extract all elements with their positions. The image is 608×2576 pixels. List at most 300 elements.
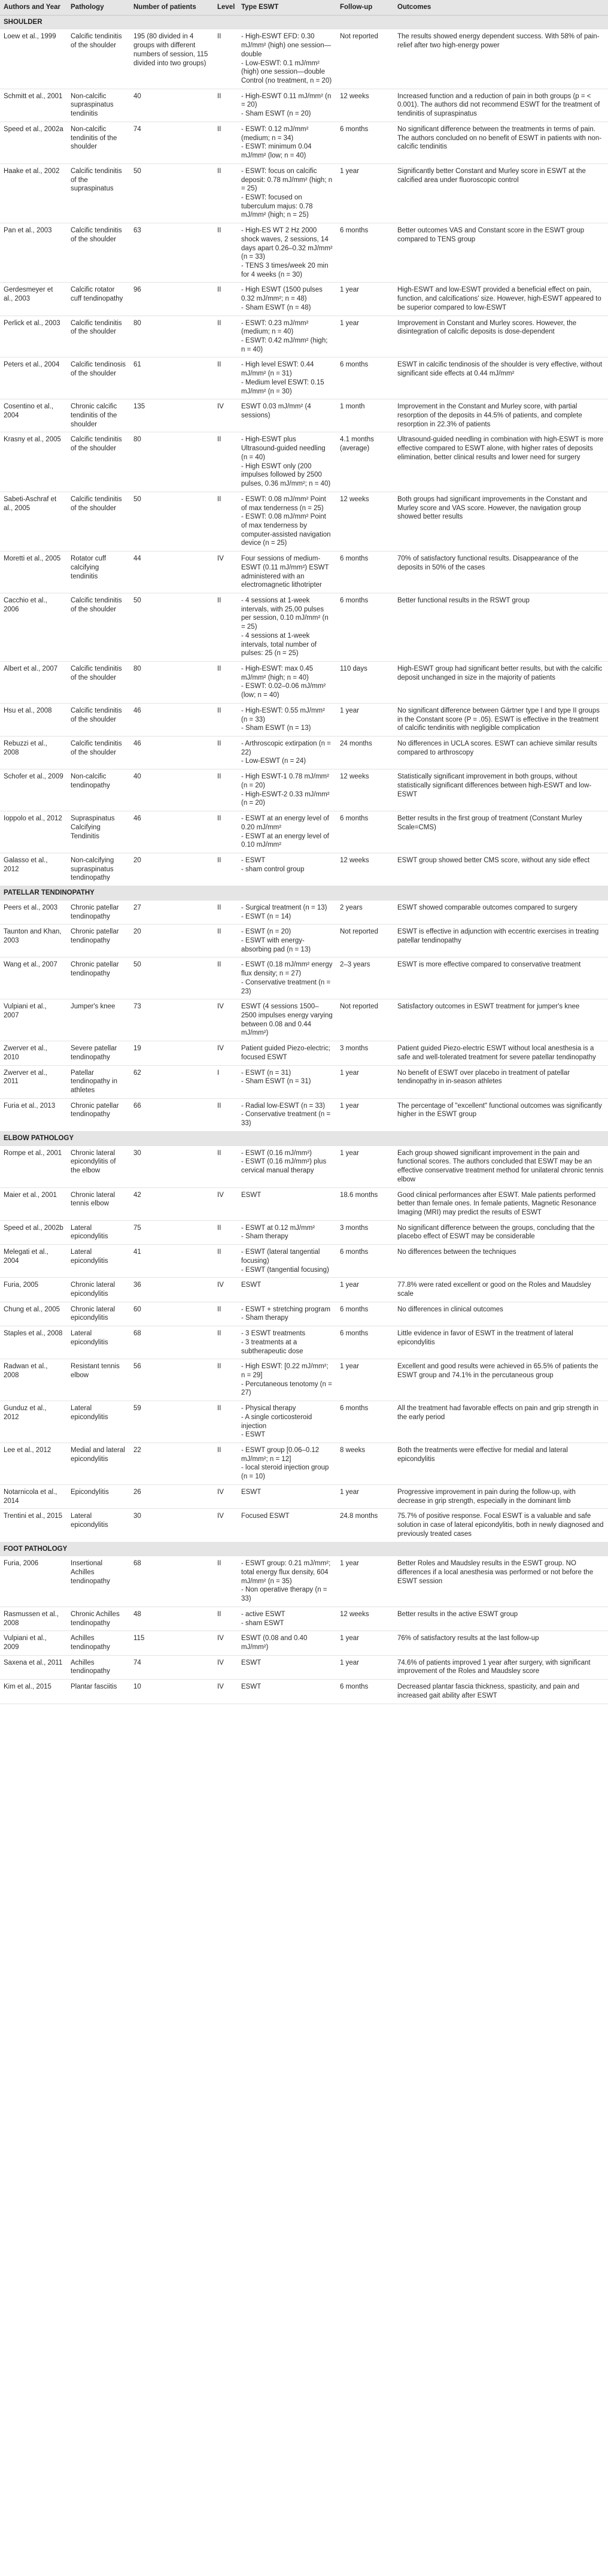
cell-patients: 73 [130,999,214,1041]
cell-authors: Cacchio et al., 2006 [0,593,67,661]
cell-pathology: Calcific tendinitis of the shoulder [67,703,130,736]
table-row [0,811,608,853]
cell-follow-up: 2–3 years [336,957,394,999]
cell-authors: Krasny et al., 2005 [0,432,67,492]
cell-patients: 74 [130,1655,214,1679]
cell-pathology: Non-calcific tendinopathy [67,769,130,811]
cell-level: IV [214,1631,238,1655]
table-row [0,1065,608,1098]
cell-outcomes: Decreased plantar fascia thickness, spasticity, and pain and increased gait ability after ESWT [394,1680,608,1704]
cell-follow-up: 6 months [336,122,394,163]
cell-authors: Schmitt et al., 2001 [0,89,67,122]
cell-outcomes: Excellent and good results were achieved in 65.5% of patients the ESWT group and 74.1% in the percutaneous group [394,1359,608,1401]
cell-patients: 46 [130,811,214,853]
table-row [0,1302,608,1326]
cell-follow-up: 110 days [336,662,394,704]
cell-outcomes: ESWT is effective in adjunction with eccentric exercises in treating patellar tendinopathy [394,925,608,957]
cell-patients: 59 [130,1401,214,1443]
cell-authors: Rompe et al., 2001 [0,1145,67,1187]
cell-type-eswt: - ESWT (0.16 mJ/mm²) - ESWT (0.16 mJ/mm²) plus cervical manual therapy [238,1145,336,1187]
table-row [0,1655,608,1679]
cell-outcomes: 70% of satisfactory functional results. Disappearance of the deposits in 50% of the cases [394,551,608,593]
cell-follow-up: 2 years [336,900,394,924]
header-authors: Authors and Year [0,0,67,15]
cell-type-eswt: ESWT 0.03 mJ/mm² (4 sessions) [238,399,336,432]
cell-level: II [214,89,238,122]
cell-type-eswt: - ESWT (lateral tangential focusing) - ESWT (tangential focusing) [238,1245,336,1278]
table-row [0,853,608,886]
cell-type-eswt: - High-ESWT EFD: 0.30 mJ/mm² (high) one session—double - Low-ESWT: 0.1 mJ/mm² (high) one session—double Control (no treatment, n = 20) [238,29,336,89]
cell-authors: Loew et al., 1999 [0,29,67,89]
cell-patients: 80 [130,432,214,492]
cell-pathology: Chronic lateral epicondylitis of the elbow [67,1145,130,1187]
cell-pathology: Resistant tennis elbow [67,1359,130,1401]
cell-authors: Gerdesmeyer et al., 2003 [0,283,67,316]
cell-outcomes: Satisfactory outcomes in ESWT treatment for jumper's knee [394,999,608,1041]
cell-follow-up: 6 months [336,1401,394,1443]
cell-level: I [214,1065,238,1098]
table-row [0,1443,608,1485]
table-row [0,551,608,593]
cell-follow-up: Not reported [336,999,394,1041]
cell-follow-up: 12 weeks [336,769,394,811]
table-row [0,316,608,357]
cell-authors: Ioppolo et al., 2012 [0,811,67,853]
cell-level: IV [214,1484,238,1508]
cell-pathology: Calcific tendinitis of the shoulder [67,316,130,357]
cell-authors: Cosentino et al., 2004 [0,399,67,432]
cell-pathology: Achilles tendinopathy [67,1631,130,1655]
cell-level: IV [214,1041,238,1065]
table-row [0,662,608,704]
cell-outcomes: 76% of satisfactory results at the last follow-up [394,1631,608,1655]
cell-follow-up: 1 year [336,1359,394,1401]
cell-outcomes: All the treatment had favorable effects on pain and grip strength in the early period [394,1401,608,1443]
cell-pathology: Chronic patellar tendinopathy [67,1098,130,1131]
cell-authors: Speed et al., 2002a [0,122,67,163]
cell-level: II [214,29,238,89]
cell-authors: Galasso et al., 2012 [0,853,67,886]
cell-follow-up: 18.6 months [336,1187,394,1220]
cell-pathology: Lateral epicondylitis [67,1245,130,1278]
cell-pathology: Medial and lateral epicondylitis [67,1443,130,1485]
cell-outcomes: High-ESWT group had significant better results, but with the calcific deposit unchanged in size in the majority of patients [394,662,608,704]
cell-type-eswt: - ESWT: focus on calcific deposit: 0.78 mJ/mm² (high; n = 25) - ESWT: focused on tuberculum majus: 0.78 mJ/mm² (high; n = 25) [238,163,336,223]
cell-pathology: Lateral epicondylitis [67,1509,130,1542]
cell-pathology: Chronic patellar tendinopathy [67,925,130,957]
cell-outcomes: Significantly better Constant and Murley score in ESWT at the calcified area under fluoroscopic control [394,163,608,223]
cell-pathology: Lateral epicondylitis [67,1401,130,1443]
cell-level: II [214,1245,238,1278]
cell-outcomes: Little evidence in favor of ESWT in the treatment of lateral epicondylitis [394,1326,608,1359]
cell-patients: 50 [130,593,214,661]
cell-outcomes: No differences in UCLA scores. ESWT can achieve similar results compared to arthroscopy [394,737,608,769]
cell-follow-up: 6 months [336,1680,394,1704]
table-row [0,1401,608,1443]
cell-level: II [214,703,238,736]
cell-patients: 46 [130,737,214,769]
cell-type-eswt: - Physical therapy - A single corticosteroid injection - ESWT [238,1401,336,1443]
table-row [0,1556,608,1607]
cell-pathology: Calcific tendinitis of the shoulder [67,29,130,89]
cell-level: II [214,432,238,492]
cell-level: II [214,283,238,316]
cell-level: II [214,811,238,853]
cell-pathology: Chronic Achilles tendinopathy [67,1607,130,1631]
cell-level: II [214,900,238,924]
cell-level: II [214,1401,238,1443]
cell-follow-up: 1 year [336,1655,394,1679]
cell-pathology: Insertional Achilles tendinopathy [67,1556,130,1607]
cell-authors: Sabeti-Aschraf et al., 2005 [0,492,67,551]
cell-level: IV [214,999,238,1041]
table-row [0,283,608,316]
cell-patients: 66 [130,1098,214,1131]
cell-type-eswt: - High-ESWT plus Ultrasound-guided needling (n = 40) - High ESWT only (200 impulses followed by 2500 pulses, 0.36 mJ/mm²; n = 40) [238,432,336,492]
cell-outcomes: No significant difference between Gärtner type I and type II groups in the Constant score (P = .05). ESWT is effective in the treatment of calcific tendinitis with negligible complication [394,703,608,736]
cell-type-eswt: ESWT (4 sessions 1500–2500 impulses energy varying between 0.08 and 0.44 mJ/mm²) [238,999,336,1041]
cell-level: IV [214,1278,238,1302]
cell-pathology: Rotator cuff calcifying tendinitis [67,551,130,593]
cell-pathology: Non-calcific tendinitis of the shoulder [67,122,130,163]
cell-type-eswt: - ESWT (n = 20) - ESWT with energy-absorbing pad (n = 13) [238,925,336,957]
cell-level: II [214,662,238,704]
cell-type-eswt: ESWT [238,1278,336,1302]
cell-type-eswt: ESWT [238,1680,336,1704]
cell-patients: 68 [130,1556,214,1607]
cell-type-eswt: - 4 sessions at 1-week intervals, with 25,00 pulses per session, 0.10 mJ/mm² (n = 25) - 4 sessions at 1-week intervals, total number of pulses: 25 (n = 25) [238,593,336,661]
cell-patients: 60 [130,1302,214,1326]
cell-follow-up: 1 year [336,1145,394,1187]
cell-authors: Wang et al., 2007 [0,957,67,999]
cell-follow-up: 6 months [336,593,394,661]
cell-type-eswt: - Radial low-ESWT (n = 33) - Conservative treatment (n = 33) [238,1098,336,1131]
cell-patients: 115 [130,1631,214,1655]
cell-patients: 62 [130,1065,214,1098]
cell-patients: 195 (80 divided in 4 groups with different numbers of session, 115 divided into two groups) [130,29,214,89]
cell-authors: Trentini et al., 2015 [0,1509,67,1542]
cell-authors: Vulpiani et al., 2007 [0,999,67,1041]
cell-authors: Rasmussen et al., 2008 [0,1607,67,1631]
cell-pathology: Chronic calcific tendinitis of the shoulder [67,399,130,432]
table-row [0,1220,608,1244]
cell-outcomes: No benefit of ESWT over placebo in treatment of patellar tendinopathy in in-season athletes [394,1065,608,1098]
cell-pathology: Jumper's knee [67,999,130,1041]
table-row [0,1631,608,1655]
cell-patients: 20 [130,925,214,957]
cell-outcomes: 74.6% of patients improved 1 year after surgery, with significant improvement of the Roles and Maudsley score [394,1655,608,1679]
cell-outcomes: ESWT group showed better CMS score, without any side effect [394,853,608,886]
table-row [0,357,608,399]
cell-pathology: Lateral epicondylitis [67,1326,130,1359]
cell-type-eswt: - ESWT (n = 31) - Sham ESWT (n = 31) [238,1065,336,1098]
cell-follow-up: 1 year [336,283,394,316]
cell-authors: Gunduz et al., 2012 [0,1401,67,1443]
cell-follow-up: 1 year [336,703,394,736]
cell-type-eswt: - High ESWT: [0.22 mJ/mm²; n = 29] - Percutaneous tenotomy (n = 27) [238,1359,336,1401]
cell-type-eswt: - High-ES WT 2 Hz 2000 shock waves, 2 sessions, 14 days apart 0.26–0.32 mJ/mm² (n = 33) - TENS 3 times/week 20 min for 4 weeks (n = 30) [238,223,336,283]
cell-outcomes: Better functional results in the RSWT group [394,593,608,661]
cell-type-eswt: ESWT [238,1484,336,1508]
cell-type-eswt: - ESWT at 0.12 mJ/mm² - Sham therapy [238,1220,336,1244]
cell-level: II [214,1326,238,1359]
cell-authors: Peers et al., 2003 [0,900,67,924]
cell-type-eswt: - High ESWT (1500 pulses 0.32 mJ/mm²; n = 48) - Sham ESWT (n = 48) [238,283,336,316]
cell-pathology: Chronic lateral epicondylitis [67,1302,130,1326]
cell-authors: Staples et al., 2008 [0,1326,67,1359]
cell-level: II [214,1098,238,1131]
cell-outcomes: No significant difference between the groups, concluding that the placebo effect of ESWT may be considerable [394,1220,608,1244]
cell-outcomes: High-ESWT and low-ESWT provided a beneficial effect on pain, function, and calcifications' size. However, high-ESWT appeared to be superior compared to low-ESWT [394,283,608,316]
cell-patients: 135 [130,399,214,432]
cell-outcomes: 75.7% of positive response. Focal ESWT is a valuable and safe solution in case of lateral epicondylitis, both in newly diagnosed and previously treated cases [394,1509,608,1542]
table-row [0,703,608,736]
cell-patients: 46 [130,703,214,736]
cell-type-eswt: - ESWT group: 0.21 mJ/mm²; total energy flux density, 604 mJ/mm² (n = 35) - Non operative therapy (n = 33) [238,1556,336,1607]
cell-pathology: Calcific tendinitis of the shoulder [67,662,130,704]
cell-authors: Zwerver et al., 2010 [0,1041,67,1065]
cell-authors: Saxena et al., 2011 [0,1655,67,1679]
cell-outcomes: ESWT is more effective compared to conservative treatment [394,957,608,999]
table-row [0,122,608,163]
section-header-row [0,15,608,29]
cell-type-eswt: - High-ESWT: max 0.45 mJ/mm² (high; n = 40) - ESWT: 0.02–0.06 mJ/mm² (low; n = 40) [238,662,336,704]
cell-type-eswt: - ESWT (0.18 mJ/mm² energy flux density; n = 27) - Conservative treatment (n = 23) [238,957,336,999]
cell-pathology: Calcific tendinitis of the supraspinatus [67,163,130,223]
cell-patients: 50 [130,957,214,999]
table-row [0,1607,608,1631]
cell-patients: 36 [130,1278,214,1302]
cell-patients: 41 [130,1245,214,1278]
cell-pathology: Non-calcific supraspinatus tendinitis [67,89,130,122]
table-row [0,957,608,999]
cell-follow-up: 1 year [336,316,394,357]
cell-authors: Peters et al., 2004 [0,357,67,399]
cell-level: II [214,957,238,999]
cell-follow-up: 1 year [336,163,394,223]
table-row [0,1484,608,1508]
cell-level: II [214,1220,238,1244]
cell-authors: Speed et al., 2002b [0,1220,67,1244]
cell-type-eswt: ESWT [238,1187,336,1220]
cell-authors: Furia, 2006 [0,1556,67,1607]
section-header-row [0,886,608,901]
cell-authors: Taunton and Khan, 2003 [0,925,67,957]
cell-type-eswt: - ESWT + stretching program - Sham therapy [238,1302,336,1326]
table-row [0,999,608,1041]
cell-outcomes: Ultrasound-guided needling in combination with high-ESWT is more effective compared to ESWT alone, with higher rates of deposits elimination, better clinical results and lower need for surgery [394,432,608,492]
cell-authors: Moretti et al., 2005 [0,551,67,593]
cell-level: II [214,1443,238,1485]
cell-type-eswt: - ESWT: 0.12 mJ/mm² (medium; n = 34) - ESWT: minimum 0.04 mJ/mm² (low; n = 40) [238,122,336,163]
header-follow-up: Follow-up [336,0,394,15]
cell-patients: 26 [130,1484,214,1508]
cell-outcomes: Improvement in Constant and Murley scores. However, the disintegration of calcific deposits is dose-dependent [394,316,608,357]
cell-level: II [214,925,238,957]
cell-follow-up: 6 months [336,1302,394,1326]
cell-level: II [214,316,238,357]
cell-pathology: Epicondylitis [67,1484,130,1508]
cell-level: II [214,1607,238,1631]
cell-patients: 63 [130,223,214,283]
cell-level: IV [214,1509,238,1542]
table-row [0,593,608,661]
cell-level: IV [214,551,238,593]
section-title: PATELLAR TENDINOPATHY [0,886,608,901]
table-row [0,492,608,551]
cell-outcomes: No differences between the techniques [394,1245,608,1278]
cell-type-eswt: - active ESWT - sham ESWT [238,1607,336,1631]
cell-type-eswt: ESWT [238,1655,336,1679]
cell-outcomes: Statistically significant improvement in both groups, without statistically significant differences between high-ESWT and low-ESWT [394,769,608,811]
cell-outcomes: The percentage of "excellent" functional outcomes was significantly higher in the ESWT group [394,1098,608,1131]
cell-authors: Vulpiani et al., 2009 [0,1631,67,1655]
cell-outcomes: The results showed energy dependent success. With 58% of pain-relief after two high-energy power [394,29,608,89]
cell-authors: Melegati et al., 2004 [0,1245,67,1278]
cell-authors: Lee et al., 2012 [0,1443,67,1485]
section-title: FOOT PATHOLOGY [0,1542,608,1556]
cell-pathology: Calcific tendinosis of the shoulder [67,357,130,399]
cell-outcomes: Improvement in the Constant and Murley score, with partial resorption of the deposits in 44.5% of patients, and complete resorption in 22.3% of patients [394,399,608,432]
cell-outcomes: Both the treatments were effective for medial and lateral epicondylitis [394,1443,608,1485]
cell-outcomes: Both groups had significant improvements in the Constant and Murley score and VAS score. However, the navigation group showed better results [394,492,608,551]
table-row [0,925,608,957]
cell-patients: 22 [130,1443,214,1485]
table-row [0,432,608,492]
cell-patients: 48 [130,1607,214,1631]
cell-level: IV [214,1655,238,1679]
cell-patients: 68 [130,1326,214,1359]
cell-type-eswt: Focused ESWT [238,1509,336,1542]
cell-patients: 56 [130,1359,214,1401]
cell-follow-up: 1 month [336,399,394,432]
cell-patients: 19 [130,1041,214,1065]
cell-patients: 42 [130,1187,214,1220]
cell-patients: 40 [130,89,214,122]
table-row [0,1680,608,1704]
table-row [0,900,608,924]
table-body [0,15,608,1704]
table-row [0,1187,608,1220]
cell-patients: 50 [130,492,214,551]
header-number-of-patients: Number of patients [130,0,214,15]
cell-pathology: Calcific tendinitis of the shoulder [67,432,130,492]
table-row [0,737,608,769]
cell-authors: Maier et al., 2001 [0,1187,67,1220]
cell-pathology: Calcific tendinitis of the shoulder [67,737,130,769]
cell-pathology: Achilles tendinopathy [67,1655,130,1679]
cell-outcomes: ESWT showed comparable outcomes compared to surgery [394,900,608,924]
cell-authors: Pan et al., 2003 [0,223,67,283]
cell-follow-up: 1 year [336,1278,394,1302]
cell-level: II [214,737,238,769]
cell-outcomes: Good clinical performances after ESWT. Male patients performed better than female ones. In female patients, Magnetic Resonance Imaging (MRI) may predict the results of ESWT [394,1187,608,1220]
cell-level: II [214,492,238,551]
table-row [0,1326,608,1359]
cell-follow-up: 12 weeks [336,853,394,886]
table-row [0,1041,608,1065]
cell-level: II [214,223,238,283]
cell-authors: Notarnicola et al., 2014 [0,1484,67,1508]
cell-follow-up: 1 year [336,1631,394,1655]
section-title: ELBOW PATHOLOGY [0,1131,608,1145]
cell-authors: Radwan et al., 2008 [0,1359,67,1401]
cell-pathology: Severe patellar tendinopathy [67,1041,130,1065]
cell-follow-up: 6 months [336,1245,394,1278]
header-row [0,0,608,15]
cell-pathology: Chronic patellar tendinopathy [67,957,130,999]
cell-follow-up: 3 months [336,1220,394,1244]
cell-patients: 20 [130,853,214,886]
header-pathology: Pathology [67,0,130,15]
cell-level: II [214,163,238,223]
cell-patients: 75 [130,1220,214,1244]
cell-outcomes: Increased function and a reduction of pain in both groups (p = < 0.001). The authors did not recommend ESWT for the treatment of tendinitis of supraspinatus [394,89,608,122]
cell-follow-up: 6 months [336,811,394,853]
cell-pathology: Calcific tendinitis of the shoulder [67,492,130,551]
cell-outcomes: Better Roles and Maudsley results in the ESWT group. NO differences if a local anesthesia was performed or not before the ESWT session [394,1556,608,1607]
cell-type-eswt: - ESWT - sham control group [238,853,336,886]
cell-patients: 30 [130,1509,214,1542]
cell-type-eswt: - Surgical treatment (n = 13) - ESWT (n = 14) [238,900,336,924]
cell-authors: Furia et al., 2013 [0,1098,67,1131]
cell-follow-up: 1 year [336,1556,394,1607]
cell-patients: 44 [130,551,214,593]
table-row [0,1098,608,1131]
cell-outcomes: No significant difference between the treatments in terms of pain. The authors concluded on no benefit of ESWT in patients with non-calcific tendinitis [394,122,608,163]
cell-type-eswt: - ESWT at an energy level of 0.20 mJ/mm² - ESWT at an energy level of 0.10 mJ/mm² [238,811,336,853]
cell-outcomes: ESWT in calcific tendinosis of the shoulder is very effective, without significant side effects at 0.44 mJ/mm² [394,357,608,399]
cell-type-eswt: - ESWT: 0.23 mJ/mm² (medium; n = 40) - ESWT: 0.42 mJ/mm² (high; n = 40) [238,316,336,357]
section-header-row [0,1131,608,1145]
cell-follow-up: Not reported [336,925,394,957]
cell-follow-up: 1 year [336,1098,394,1131]
cell-type-eswt: - High-ESWT 0.11 mJ/mm² (n = 20) - Sham ESWT (n = 20) [238,89,336,122]
cell-follow-up: 24.8 months [336,1509,394,1542]
cell-authors: Hsu et al., 2008 [0,703,67,736]
cell-pathology: Calcific tendinitis of the shoulder [67,593,130,661]
cell-outcomes: Better results in the active ESWT group [394,1607,608,1631]
cell-follow-up: 8 weeks [336,1443,394,1485]
cell-patients: 10 [130,1680,214,1704]
table-row [0,1145,608,1187]
table-row [0,769,608,811]
cell-pathology: Non-calcifying supraspinatus tendinopathy [67,853,130,886]
cell-pathology: Lateral epicondylitis [67,1220,130,1244]
cell-follow-up: Not reported [336,29,394,89]
cell-authors: Albert et al., 2007 [0,662,67,704]
table-row [0,1245,608,1278]
cell-authors: Furia, 2005 [0,1278,67,1302]
cell-pathology: Calcific tendinitis of the shoulder [67,223,130,283]
cell-level: II [214,1556,238,1607]
cell-follow-up: 6 months [336,223,394,283]
cell-outcomes: Progressive improvement in pain during the follow-up, with decrease in grip strength, especially in the dominant limb [394,1484,608,1508]
section-header-row [0,1542,608,1556]
cell-authors: Zwerver et al., 2011 [0,1065,67,1098]
cell-authors: Schofer et al., 2009 [0,769,67,811]
cell-level: II [214,593,238,661]
cell-follow-up: 12 weeks [336,89,394,122]
cell-authors: Chung et al., 2005 [0,1302,67,1326]
cell-follow-up: 6 months [336,1326,394,1359]
cell-pathology: Patellar tendinopathy in athletes [67,1065,130,1098]
cell-follow-up: 12 weeks [336,1607,394,1631]
cell-follow-up: 4.1 months (average) [336,432,394,492]
cell-type-eswt: - ESWT: 0.08 mJ/mm² Point of max tenderness (n = 25) - ESWT: 0.08 mJ/mm² Point of max tenderness by computer-assisted navigation device (n = 25) [238,492,336,551]
cell-outcomes: Better results in the first group of treatment (Constant Murley Scale=CMS) [394,811,608,853]
cell-follow-up: 24 months [336,737,394,769]
